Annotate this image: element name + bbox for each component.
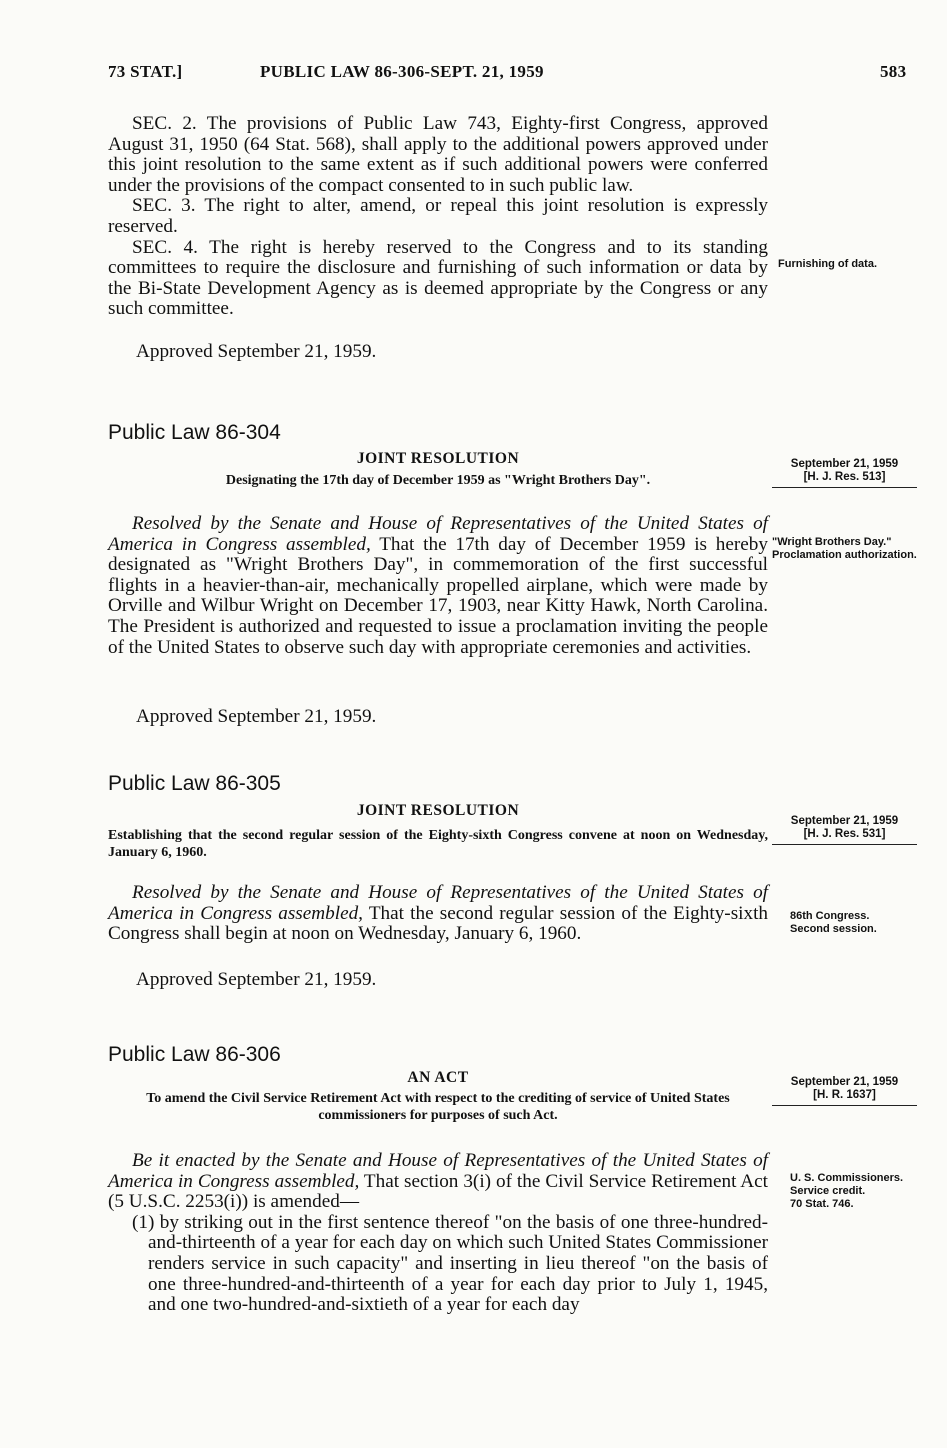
section-3: SEC. 3. The right to alter, amend, or repeal this joint resolution is expressly reserved. [108,195,768,237]
law-306-date: September 21, 1959 [790,1076,899,1088]
law-306-enacting: Be it enacted by the Senate and House of Representatives of the United States of America in Congress assembled, [108,1150,768,1192]
law-305-body [108,883,768,945]
page-number: 583 [880,62,907,81]
margin-note-wright: "Wright Brothers Day." Proclamation authorization. [772,536,917,561]
prev-law-approved: Approved September 21, 1959. [136,341,377,362]
running-title: PUBLIC LAW 86-306-SEPT. 21, 1959 [260,62,544,81]
law-305-text: That the second regular session of the Eighty-sixth Congress shall begin at noon on Wednesday, January 6, 1960. [108,902,769,945]
margin-note-commissioners: U. S. Commissioners. Service credit. 70 Stat. 746. [790,1172,904,1210]
law-304-description: Designating the 17th day of December 1959 as "Wright Brothers Day". [225,473,651,488]
law-304-type: JOINT RESOLUTION [356,450,520,467]
law-306-date-block [772,1076,917,1106]
prev-law-text [108,114,768,320]
law-304-enacting: Resolved by the Senate and House of Representatives of the United States of America in Congress assembled, [108,513,768,555]
law-306-item-1: (1) by striking out in the first sentence thereof "on the basis of one three-hundred-and-thirteenth of a year for each day on which such United States Commissioner renders service in such capacity" and inserting in lieu thereof "on the basis of one three-hundred-and-thirteenth of a year for each day prior to July 1, 1945, and one two-hundred-and-sixtieth of a year for each day [132,1211,768,1316]
law-304-bill: [H. J. Res. 513] [803,471,886,483]
law-305-date: September 21, 1959 [790,815,899,827]
law-306-title: Public Law 86-306 [108,1043,281,1066]
law-305-title: Public Law 86-305 [108,772,281,795]
law-305-approved: Approved September 21, 1959. [136,969,377,990]
law-305-type: JOINT RESOLUTION [356,802,520,819]
law-305-bill: [H. J. Res. 531] [803,828,886,840]
law-306-bill: [H. R. 1637] [813,1089,876,1101]
law-304-body [108,514,768,658]
law-304-date: September 21, 1959 [790,458,899,470]
law-304-text: That the 17th day of December 1959 is hereby designated as "Wright Brothers Day", in commemoration of the first successful flights in a heavier-than-air, mechanically propelled airplane, which were made by Orville and Wilbur Wright on December 17, 1903, near Kitty Hawk, North Carolina. The President is authorized and requested to issue a proclamation inviting the people of the United States to observe such day with appropriate ceremonies and activities. [108,533,768,658]
law-306-body [108,1151,768,1316]
section-4: SEC. 4. The right is hereby reserved to the Congress and to its standing committees to require the disclosure and furnishing of such information or data by the Bi-State Development Agency as is deemed appropriate by the Congress or any such committee. [108,236,768,320]
margin-note-furnishing: Furnishing of data. [778,258,877,270]
margin-note-86th: 86th Congress. Second session. [790,910,877,935]
law-304-title: Public Law 86-304 [108,421,281,444]
law-306-text: That section 3(i) of the Civil Service Retirement Act (5 U.S.C. 2253(i)) is amended— [108,1170,768,1213]
law-305-description: Establishing that the second regular session of the Eighty-sixth Congress convene at noon on Wednesday, January 6, 1960. [108,828,768,860]
law-306-type: AN ACT [407,1069,469,1086]
law-305-enacting: Resolved by the Senate and House of Representatives of the United States of America in Congress assembled, [108,882,768,924]
law-305-date-block [772,815,917,845]
volume-ref: 73 STAT.] [108,62,183,81]
section-2: SEC. 2. The provisions of Public Law 743, Eighty-first Congress, approved August 31, 1950 (64 Stat. 568), shall apply to the additional powers approved under this joint resolution to the same extent as if such additional powers were conferred under the provisions of the compact consented to in such public law. [108,113,768,196]
law-304-date-block [772,458,917,488]
law-304-approved: Approved September 21, 1959. [136,706,377,727]
law-306-description: To amend the Civil Service Retirement Act with respect to the crediting of service of United States commissioners for purposes of such Act. [146,1091,730,1123]
